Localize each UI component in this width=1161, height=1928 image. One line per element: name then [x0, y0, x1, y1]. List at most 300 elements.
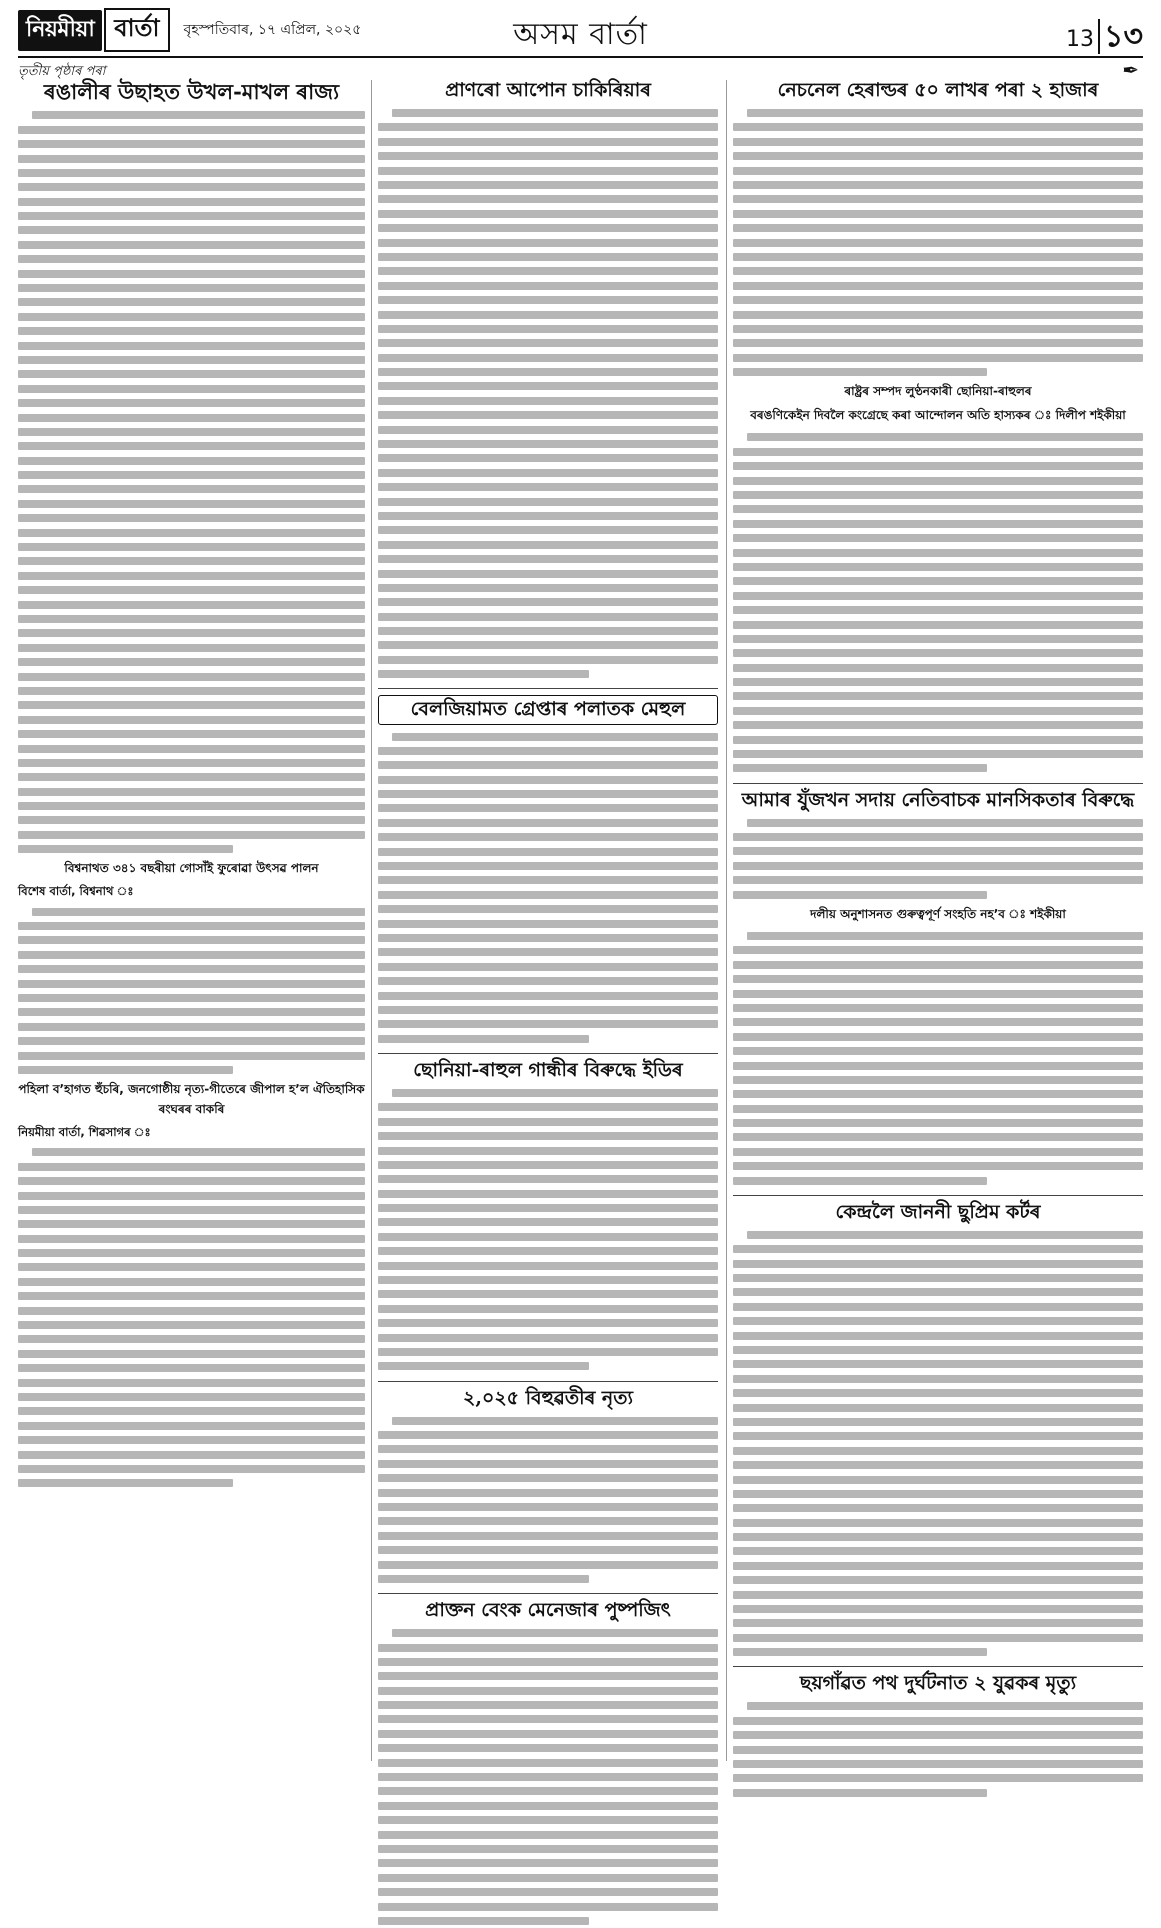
text-line [378, 1799, 718, 1813]
text-line [733, 250, 1143, 264]
text-line [733, 178, 1143, 192]
text-line [733, 1530, 1143, 1544]
text-line [733, 1771, 1143, 1785]
text-line [733, 844, 1143, 858]
logo-part1: নিয়মীয়া [18, 10, 102, 51]
text-line [733, 589, 1143, 603]
text-line [733, 747, 1143, 761]
text-line [378, 653, 718, 667]
text-line [733, 1429, 1143, 1443]
text-line [733, 1699, 1143, 1713]
text-line [733, 1130, 1143, 1144]
text-line [733, 689, 1143, 703]
text-line [18, 194, 365, 208]
text-line [733, 661, 1143, 675]
article-separator [378, 1593, 718, 1594]
text-line [378, 106, 718, 120]
text-line [733, 1573, 1143, 1587]
text-line [733, 279, 1143, 293]
text-line [733, 986, 1143, 1000]
text-line [18, 813, 365, 827]
text-line [18, 770, 365, 784]
text-line [733, 1300, 1143, 1314]
text-line [378, 667, 718, 681]
article-body [733, 815, 1143, 901]
text-line [378, 207, 718, 221]
text-line [18, 166, 365, 180]
text-line [378, 379, 718, 393]
article-separator [733, 1666, 1143, 1667]
text-line [18, 583, 365, 597]
text-line [733, 1242, 1143, 1256]
text-line [733, 617, 1143, 631]
text-line [18, 482, 365, 496]
text-line [733, 1314, 1143, 1328]
text-line [18, 540, 365, 554]
text-line [378, 235, 718, 249]
text-line [18, 904, 365, 918]
text-line [378, 801, 718, 815]
text-line [733, 1786, 1143, 1800]
article-headline: ছোনিয়া-ৰাহুল গান্ধীৰ বিৰুদ্ধে ইডিৰ [413, 1058, 683, 1081]
text-line [378, 350, 718, 364]
text-line [733, 1714, 1143, 1728]
text-line [18, 1188, 365, 1202]
column-1 [18, 80, 365, 1491]
text-line [733, 1487, 1143, 1501]
page-number-large: ১৩ [1098, 19, 1143, 54]
text-line [378, 916, 718, 930]
article-subheadline: বৰঙণিকেইন দিবলৈ কংগ্ৰেছে কৰা আন্দোলন অতি হাস্যকৰ ঃ দিলীপ শইকীয়া [750, 408, 1126, 423]
text-line [378, 264, 718, 278]
column-divider [371, 80, 372, 1761]
text-line [18, 1063, 365, 1077]
article-body [18, 1145, 365, 1490]
text-line [378, 1684, 718, 1698]
text-line [733, 517, 1143, 531]
text-line [378, 1032, 718, 1046]
text-line [733, 1728, 1143, 1742]
text-line [378, 974, 718, 988]
text-line [18, 976, 365, 990]
text-line [18, 1034, 365, 1048]
text-line [378, 1413, 718, 1427]
text-line [378, 1186, 718, 1200]
text-line [733, 1343, 1143, 1357]
text-line [18, 1289, 365, 1303]
article-headline: প্ৰাণৰো আপোন চাকিৰিয়াৰ [445, 79, 651, 101]
text-line [18, 1332, 365, 1346]
text-line [18, 511, 365, 525]
text-line [733, 830, 1143, 844]
article-separator [733, 783, 1143, 784]
text-line [18, 962, 365, 976]
article-separator [378, 1053, 718, 1054]
article-headline: কেন্দ্ৰলৈ জাননী ছুপ্ৰিম কৰ্টৰ [835, 1200, 1041, 1223]
text-line [733, 1472, 1143, 1486]
text-line [378, 307, 718, 321]
text-line [378, 1143, 718, 1157]
text-line [378, 1201, 718, 1215]
text-line [18, 1318, 365, 1332]
text-line [18, 655, 365, 669]
article-separator [378, 1381, 718, 1382]
text-line [378, 1727, 718, 1741]
text-line [733, 149, 1143, 163]
text-line [733, 1271, 1143, 1285]
article-subheadline: পহিলা বʼহাগত হুঁচৰি, জনগোষ্ঠীয় নৃত্য-গীতেৰে জীপাল হʼল ঐতিহাসিক ৰংঘৰৰ বাকৰি [18, 1082, 365, 1117]
text-line [733, 502, 1143, 516]
text-line [378, 1885, 718, 1899]
article-headline: ছয়গাঁৱত পথ দুৰ্ঘটনাত ২ যুৱকৰ মৃত্যু [799, 1672, 1077, 1695]
text-line [733, 322, 1143, 336]
text-line [378, 1115, 718, 1129]
text-line [18, 1260, 365, 1274]
text-line [18, 569, 365, 583]
text-line [378, 729, 718, 743]
text-line [18, 1231, 365, 1245]
text-line [18, 324, 365, 338]
text-line [18, 919, 365, 933]
text-line [733, 972, 1143, 986]
text-line [378, 192, 718, 206]
text-line [733, 135, 1143, 149]
text-line [733, 488, 1143, 502]
text-line [733, 873, 1143, 887]
text-line [18, 295, 365, 309]
pen-icon: ✒ [1122, 58, 1139, 82]
text-line [378, 1856, 718, 1870]
text-line [18, 1145, 365, 1159]
text-line [378, 1428, 718, 1442]
text-line [18, 410, 365, 424]
text-line [378, 610, 718, 624]
article-subheadline: বিশ্বনাথত ৩৪১ বছৰীয়া গোসাঁই ফুৰোৱা উৎসৱ পালন [64, 861, 319, 876]
text-line [378, 1345, 718, 1359]
text-line [378, 888, 718, 902]
text-line [733, 192, 1143, 206]
text-line [378, 480, 718, 494]
text-line [733, 815, 1143, 829]
text-line [18, 948, 365, 962]
text-line [733, 1458, 1143, 1472]
text-line [18, 669, 365, 683]
article-body [733, 430, 1143, 775]
text-line [378, 1741, 718, 1755]
masthead [18, 8, 1143, 52]
text-line [378, 1669, 718, 1683]
article-headline: ৰঙালীৰ উছাহত উখল-মাখল ৰাজ্য [43, 79, 340, 104]
text-line [18, 741, 365, 755]
text-line [733, 632, 1143, 646]
text-line [18, 1433, 365, 1447]
text-line [378, 1485, 718, 1499]
text-line [378, 1755, 718, 1769]
column-2 [378, 80, 718, 1928]
text-line [733, 1357, 1143, 1371]
text-line [378, 1442, 718, 1456]
text-line [733, 293, 1143, 307]
text-line [378, 1100, 718, 1114]
article-body [378, 1086, 718, 1374]
text-line [733, 1102, 1143, 1116]
text-line [378, 945, 718, 959]
text-line [378, 1827, 718, 1841]
text-line [378, 1158, 718, 1172]
text-line [733, 1173, 1143, 1187]
text-line [378, 1655, 718, 1669]
section-title: অসম বাৰ্তা [513, 17, 648, 52]
issue-date: বৃহস্পতিবাৰ, ১৭ এপ্ৰিল, ২০২৫ [183, 22, 362, 38]
text-line [378, 1712, 718, 1726]
text-line [733, 704, 1143, 718]
text-line [378, 1302, 718, 1316]
text-line [733, 1372, 1143, 1386]
text-line [378, 873, 718, 887]
text-line [733, 887, 1143, 901]
article-subheadline: দলীয় অনুশাসনত গুৰুত্বপূৰ্ণ সংহতি নহʼব ঃ শইকীয়া [810, 906, 1066, 921]
text-line [18, 367, 365, 381]
text-line [378, 1640, 718, 1654]
text-line [378, 1899, 718, 1913]
text-line [733, 1058, 1143, 1072]
text-line [378, 552, 718, 566]
text-line [733, 120, 1143, 134]
text-line [18, 756, 365, 770]
text-line [378, 1842, 718, 1856]
text-line [18, 554, 365, 568]
text-line [18, 597, 365, 611]
text-line [378, 523, 718, 537]
text-line [18, 828, 365, 842]
text-line [378, 1230, 718, 1244]
text-line [378, 859, 718, 873]
text-line [733, 365, 1143, 379]
text-line [18, 454, 365, 468]
text-line [18, 252, 365, 266]
text-line [378, 1003, 718, 1017]
text-line [378, 1813, 718, 1827]
text-line [378, 1129, 718, 1143]
text-line [18, 727, 365, 741]
text-line [733, 1616, 1143, 1630]
text-line [18, 1020, 365, 1034]
text-line [733, 1256, 1143, 1270]
text-line [733, 445, 1143, 459]
text-line [378, 624, 718, 638]
text-line [18, 626, 365, 640]
text-line [378, 744, 718, 758]
text-line [18, 468, 365, 482]
article-lead: বিশেষ বাৰ্তা, বিশ্বনাথ ঃ [18, 884, 134, 899]
text-line [733, 943, 1143, 957]
text-line [378, 422, 718, 436]
text-line [733, 264, 1143, 278]
article-headline: প্ৰাক্তন বেংক মেনেজাৰ পুষ্পজিৎ [425, 1599, 671, 1622]
text-line [733, 1400, 1143, 1414]
text-line [378, 365, 718, 379]
article-lead: নিয়মীয়া বাৰ্তা, শিৱসাগৰ ঃ [18, 1125, 151, 1140]
text-line [378, 1215, 718, 1229]
text-line [378, 135, 718, 149]
text-line [378, 1287, 718, 1301]
text-line [18, 1203, 365, 1217]
article-body [733, 106, 1143, 379]
article-body [378, 1626, 718, 1928]
text-line [733, 1501, 1143, 1515]
text-line [18, 1246, 365, 1260]
text-line [378, 1529, 718, 1543]
text-line [18, 1005, 365, 1019]
text-line [733, 1602, 1143, 1616]
text-line [18, 497, 365, 511]
continuation-note: তৃতীয় পৃষ্ঠাৰ পৰা [18, 64, 106, 79]
text-line [18, 310, 365, 324]
text-line [378, 787, 718, 801]
text-line [733, 163, 1143, 177]
article-headline: বেলজিয়ামত গ্ৰেপ্তাৰ পলাতক মেহুল [378, 695, 718, 725]
text-line [733, 718, 1143, 732]
newspaper-logo [18, 12, 170, 48]
text-line [733, 336, 1143, 350]
text-line [733, 1285, 1143, 1299]
text-line [18, 1347, 365, 1361]
text-line [18, 108, 365, 122]
text-line [18, 991, 365, 1005]
text-line [378, 437, 718, 451]
text-line [733, 1559, 1143, 1573]
text-line [378, 816, 718, 830]
text-line [18, 238, 365, 252]
text-line [18, 1160, 365, 1174]
text-line [733, 1516, 1143, 1530]
text-line [18, 281, 365, 295]
text-line [378, 1626, 718, 1640]
text-line [378, 336, 718, 350]
text-line [18, 842, 365, 856]
text-line [733, 1087, 1143, 1101]
text-line [733, 958, 1143, 972]
text-line [733, 1645, 1143, 1659]
text-line [18, 180, 365, 194]
text-line [733, 106, 1143, 120]
text-line [378, 279, 718, 293]
text-line [378, 1914, 718, 1928]
text-line [18, 684, 365, 698]
text-line [378, 1359, 718, 1373]
text-line [378, 221, 718, 235]
article-body [733, 1228, 1143, 1660]
text-line [733, 1001, 1143, 1015]
page-number-small: 13 [1066, 27, 1095, 52]
text-line [18, 799, 365, 813]
text-line [378, 902, 718, 916]
text-line [733, 1159, 1143, 1173]
logo-part2: বাৰ্তা [104, 8, 169, 52]
text-line [18, 266, 365, 280]
text-line [733, 473, 1143, 487]
text-line [733, 1757, 1143, 1771]
text-line [378, 250, 718, 264]
text-line [378, 494, 718, 508]
article-headline: আমাৰ যুঁজখন সদায় নেতিবাচক মানসিকতাৰ বিৰুদ্ধে [741, 788, 1135, 811]
text-line [18, 1404, 365, 1418]
text-line [378, 1871, 718, 1885]
masthead-rule [18, 56, 1143, 58]
text-line [18, 612, 365, 626]
text-line [378, 322, 718, 336]
text-line [733, 307, 1143, 321]
text-line [733, 430, 1143, 444]
text-line [378, 1316, 718, 1330]
text-line [733, 732, 1143, 746]
text-line [18, 1303, 365, 1317]
text-line [733, 1415, 1143, 1429]
text-line [733, 761, 1143, 775]
text-line [733, 560, 1143, 574]
article-body [378, 729, 718, 1046]
text-line [18, 1361, 365, 1375]
text-line [18, 698, 365, 712]
text-line [378, 581, 718, 595]
text-line [18, 137, 365, 151]
text-line [18, 338, 365, 352]
article-headline: ২,০২৫ বিহুৱতীৰ নৃত্য [463, 1386, 633, 1409]
text-line [733, 1386, 1143, 1400]
text-line [378, 1330, 718, 1344]
text-line [18, 353, 365, 367]
text-line [18, 1419, 365, 1433]
article-separator [733, 1195, 1143, 1196]
text-line [18, 209, 365, 223]
text-line [733, 1544, 1143, 1558]
text-line [378, 1471, 718, 1485]
text-line [378, 1557, 718, 1571]
text-line [378, 538, 718, 552]
text-line [378, 408, 718, 422]
text-line [378, 178, 718, 192]
text-line [18, 1174, 365, 1188]
text-line [733, 1145, 1143, 1159]
text-line [733, 1116, 1143, 1130]
text-line [378, 772, 718, 786]
text-line [733, 1444, 1143, 1458]
text-line [378, 1698, 718, 1712]
text-line [18, 1447, 365, 1461]
text-line [378, 1457, 718, 1471]
text-line [378, 1172, 718, 1186]
text-line [733, 207, 1143, 221]
text-line [733, 859, 1143, 873]
article-body [378, 1413, 718, 1586]
text-line [378, 566, 718, 580]
text-line [733, 1015, 1143, 1029]
article-body [18, 904, 365, 1077]
text-line [733, 574, 1143, 588]
text-line [733, 1742, 1143, 1756]
text-line [378, 1017, 718, 1031]
column-divider [726, 80, 727, 1761]
text-line [378, 1572, 718, 1586]
text-line [18, 525, 365, 539]
text-line [18, 151, 365, 165]
text-line [18, 713, 365, 727]
text-line [378, 1086, 718, 1100]
article-body [733, 929, 1143, 1188]
text-line [378, 988, 718, 1002]
text-line [378, 638, 718, 652]
text-line [378, 149, 718, 163]
